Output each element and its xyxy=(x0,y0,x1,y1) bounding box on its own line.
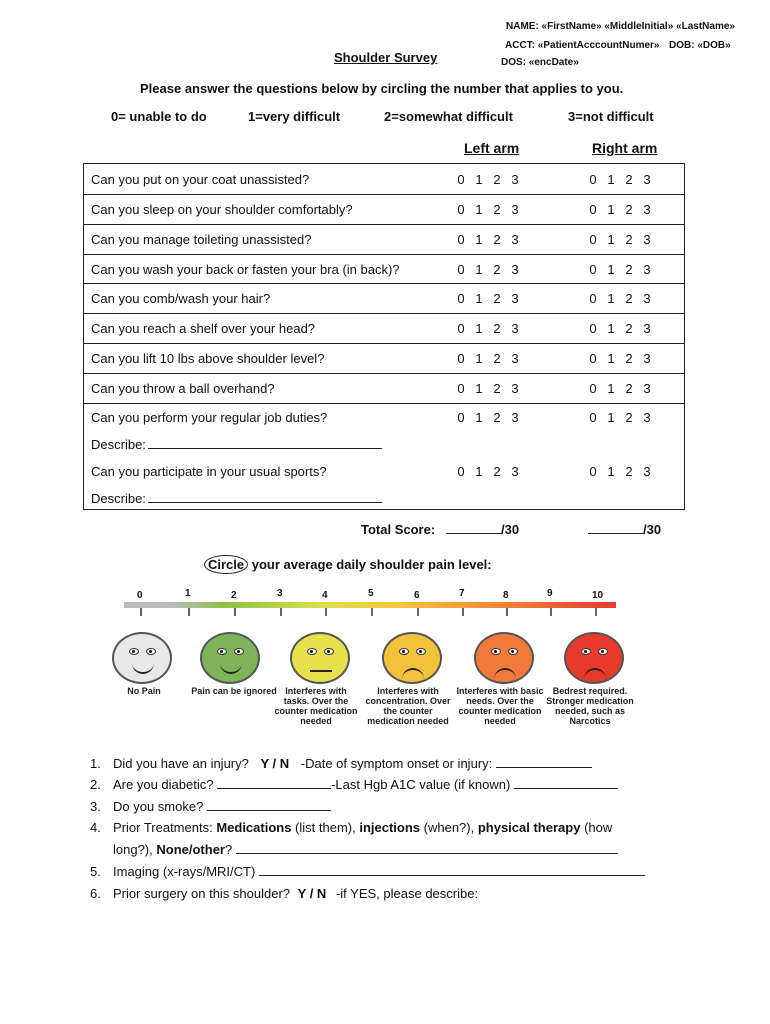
eye xyxy=(324,648,334,655)
circle-word: Circle xyxy=(204,555,248,574)
rating-option[interactable]: 1 xyxy=(607,464,615,479)
describe-blank[interactable] xyxy=(148,502,382,503)
question-text: Can you participate in your usual sports? xyxy=(91,464,327,479)
rating-option[interactable]: 3 xyxy=(643,262,651,277)
total-score-label: Total Score: xyxy=(361,522,436,537)
pain-face-icon[interactable] xyxy=(382,632,442,684)
rating-option[interactable]: 2 xyxy=(493,464,501,479)
left-arm-rating xyxy=(452,291,524,306)
rating-option[interactable]: 1 xyxy=(475,410,483,425)
scale-number[interactable]: 6 xyxy=(414,590,420,601)
eye xyxy=(234,648,244,655)
diabetic-blank[interactable] xyxy=(217,788,331,789)
treatments-text-c: (when?), xyxy=(420,820,478,835)
treatments-label: Prior Treatments: xyxy=(113,820,217,835)
scale-tick xyxy=(234,608,236,616)
date-of-service: DOS: «encDate» xyxy=(501,57,579,68)
rating-option[interactable]: 3 xyxy=(511,291,519,306)
followup-2: 2. Are you diabetic? -Last Hgb A1C value (if known) xyxy=(90,777,618,792)
scale-tick xyxy=(595,608,597,616)
treatments-text-d: (how xyxy=(580,820,613,835)
rating-option[interactable]: 2 xyxy=(493,351,501,366)
table-row-divider xyxy=(84,343,684,344)
followup-5: 5. Imaging (x-rays/MRI/CT) xyxy=(90,864,645,879)
rating-option[interactable]: 3 xyxy=(643,351,651,366)
rating-option[interactable]: 2 xyxy=(625,410,633,425)
total-right[interactable] xyxy=(588,522,661,537)
rating-option[interactable]: 1 xyxy=(607,351,615,366)
injections-word: injections xyxy=(359,820,421,835)
a1c-label: -Last Hgb A1C value (if known) xyxy=(331,777,511,792)
smoke-blank[interactable] xyxy=(207,810,331,811)
question-text: Can you throw a ball overhand? xyxy=(91,381,275,396)
eye xyxy=(508,648,518,655)
followup-4-cont xyxy=(113,842,618,857)
pain-caption: No Pain xyxy=(127,686,161,696)
followup-3: 3. Do you smoke? xyxy=(90,799,331,814)
scale-number[interactable]: 4 xyxy=(322,590,328,601)
mouth xyxy=(310,670,332,672)
question-text: Can you manage toileting unassisted? xyxy=(91,232,312,247)
followup-1: 1. Did you have an injury? Y / N -Date of symptom onset or injury: xyxy=(90,756,592,771)
scale-tick xyxy=(325,608,327,616)
rating-option[interactable]: 1 xyxy=(475,321,483,336)
left-arm-rating xyxy=(452,172,524,187)
total-left-blank[interactable] xyxy=(446,533,501,534)
table-row-divider xyxy=(84,313,684,314)
eye xyxy=(491,648,501,655)
patient-name: NAME: «FirstName» «MiddleInitial» «LastName» xyxy=(506,21,735,32)
mouth xyxy=(220,662,242,674)
describe-label: Describe: xyxy=(91,437,146,452)
rating-option[interactable]: 0 xyxy=(457,410,465,425)
right-arm-rating xyxy=(584,202,656,217)
describe-blank[interactable] xyxy=(148,448,382,449)
treatments-text-f: ? xyxy=(225,842,233,857)
treatments-text-b: (list them), xyxy=(291,820,360,835)
question-text: Can you sleep on your shoulder comfortably? xyxy=(91,202,353,217)
mouth xyxy=(494,668,516,680)
rating-option[interactable]: 1 xyxy=(475,381,483,396)
rating-option[interactable]: 2 xyxy=(625,291,633,306)
rating-option[interactable]: 3 xyxy=(511,410,519,425)
total-right-blank[interactable] xyxy=(588,533,643,534)
scale-tick xyxy=(417,608,419,616)
injury-yes-no[interactable]: Y / N xyxy=(260,756,290,771)
left-arm-rating xyxy=(452,410,524,425)
scale-number[interactable]: 3 xyxy=(277,588,283,599)
none-other-word: None/other xyxy=(156,842,225,857)
eye xyxy=(146,648,156,655)
rating-option[interactable]: 2 xyxy=(493,321,501,336)
rating-option[interactable]: 3 xyxy=(511,232,519,247)
rating-option[interactable]: 2 xyxy=(625,381,633,396)
table-row-divider xyxy=(84,224,684,225)
rating-option[interactable]: 1 xyxy=(475,464,483,479)
total-right-denominator: /30 xyxy=(643,522,662,537)
mouth xyxy=(584,668,606,680)
rating-option[interactable]: 1 xyxy=(475,351,483,366)
rating-option[interactable]: 3 xyxy=(643,464,651,479)
rating-option[interactable]: 1 xyxy=(475,172,483,187)
mouth xyxy=(402,668,424,680)
rating-option[interactable]: 2 xyxy=(625,464,633,479)
smoke-question: Do you smoke? xyxy=(113,799,204,814)
scale-bar xyxy=(124,602,616,608)
left-arm-rating xyxy=(452,232,524,247)
pain-face-icon[interactable] xyxy=(474,632,534,684)
rating-option[interactable]: 0 xyxy=(589,232,597,247)
onset-date-label: -Date of symptom onset or injury: xyxy=(300,756,493,771)
eye xyxy=(581,648,591,655)
rating-option[interactable]: 1 xyxy=(607,262,615,277)
pain-face-icon[interactable] xyxy=(290,632,350,684)
rating-option[interactable]: 3 xyxy=(643,172,651,187)
rating-option[interactable]: 2 xyxy=(493,410,501,425)
imaging-question: Imaging (x-rays/MRI/CT) xyxy=(113,864,256,879)
scale-number[interactable]: 2 xyxy=(231,590,237,601)
rating-option[interactable]: 1 xyxy=(607,321,615,336)
describe-row xyxy=(91,437,382,452)
legend-2: 2=somewhat difficult xyxy=(384,109,513,124)
rating-option[interactable]: 3 xyxy=(511,262,519,277)
scale-number[interactable]: 1 xyxy=(185,588,191,599)
right-arm-rating xyxy=(584,291,656,306)
scale-number[interactable]: 10 xyxy=(592,590,604,601)
left-arm-rating xyxy=(452,351,524,366)
rating-option[interactable]: 3 xyxy=(643,291,651,306)
followup-6: 6. Prior surgery on this shoulder? Y / N -if YES, please describe: xyxy=(90,886,479,901)
imaging-blank[interactable] xyxy=(259,875,645,876)
eye xyxy=(416,648,426,655)
eye xyxy=(399,648,409,655)
left-arm-rating xyxy=(452,321,524,336)
rating-option[interactable]: 0 xyxy=(457,381,465,396)
eye xyxy=(217,648,227,655)
pain-prompt-text: your average daily shoulder pain level: xyxy=(248,557,492,572)
rating-option[interactable]: 0 xyxy=(589,291,597,306)
rating-option[interactable]: 1 xyxy=(475,262,483,277)
rating-option[interactable]: 1 xyxy=(607,202,615,217)
question-text: Can you put on your coat unassisted? xyxy=(91,172,310,187)
left-arm-rating xyxy=(452,464,524,479)
table-row-divider xyxy=(84,403,684,404)
total-left-denominator: /30 xyxy=(501,522,520,537)
rating-option[interactable]: 3 xyxy=(643,381,651,396)
rating-option[interactable]: 0 xyxy=(457,351,465,366)
rating-option[interactable]: 3 xyxy=(511,202,519,217)
scale-tick xyxy=(140,608,142,616)
rating-option[interactable]: 1 xyxy=(475,291,483,306)
pain-face-icon[interactable] xyxy=(564,632,624,684)
rating-option[interactable]: 2 xyxy=(493,232,501,247)
rating-option[interactable]: 0 xyxy=(589,172,597,187)
left-arm-rating xyxy=(452,262,524,277)
left-arm-header: Left arm xyxy=(464,140,520,156)
surgery-question: Prior surgery on this shoulder? xyxy=(113,886,291,901)
table-row-divider xyxy=(84,194,684,195)
question-text: Can you lift 10 lbs above shoulder level? xyxy=(91,351,325,366)
right-arm-rating xyxy=(584,262,656,277)
rating-option[interactable]: 0 xyxy=(457,464,465,479)
questions-table xyxy=(83,163,685,510)
physical-therapy-word: physical therapy xyxy=(477,820,581,835)
treatments-text-e: long?), xyxy=(113,842,157,857)
scale-number[interactable]: 0 xyxy=(137,590,143,601)
rating-option[interactable]: 2 xyxy=(625,232,633,247)
legend-3: 3=not difficult xyxy=(568,109,654,124)
rating-option[interactable]: 0 xyxy=(457,262,465,277)
right-arm-rating xyxy=(584,321,656,336)
rating-option[interactable]: 1 xyxy=(607,172,615,187)
total-left[interactable] xyxy=(446,522,519,537)
rating-option[interactable]: 2 xyxy=(493,202,501,217)
pain-face-icon[interactable] xyxy=(112,632,172,684)
rating-option[interactable]: 3 xyxy=(511,351,519,366)
rating-option[interactable]: 0 xyxy=(457,291,465,306)
diabetic-question: Are you diabetic? xyxy=(113,777,214,792)
rating-option[interactable]: 2 xyxy=(493,262,501,277)
scale-number[interactable]: 7 xyxy=(459,588,465,599)
rating-option[interactable]: 3 xyxy=(511,172,519,187)
table-row-divider xyxy=(84,373,684,374)
right-arm-rating xyxy=(584,410,656,425)
rating-option[interactable]: 0 xyxy=(589,321,597,336)
pain-caption: Interferes with concentration. Over the counter medication needed xyxy=(365,686,451,726)
date-of-birth: DOB: «DOB» xyxy=(669,40,731,51)
rating-option[interactable]: 2 xyxy=(625,351,633,366)
rating-option[interactable]: 2 xyxy=(493,381,501,396)
left-arm-rating xyxy=(452,381,524,396)
question-text: Can you perform your regular job duties? xyxy=(91,410,328,425)
rating-option[interactable]: 0 xyxy=(457,172,465,187)
a1c-blank[interactable] xyxy=(514,788,618,789)
right-arm-rating xyxy=(584,172,656,187)
pain-caption: Pain can be ignored xyxy=(191,686,277,696)
rating-option[interactable]: 0 xyxy=(589,262,597,277)
rating-option[interactable]: 2 xyxy=(625,262,633,277)
pain-caption: Bedrest required. Stronger medication needed, such as Narcotics xyxy=(546,686,634,726)
scale-tick xyxy=(188,608,190,616)
rating-option[interactable]: 2 xyxy=(625,172,633,187)
eye xyxy=(598,648,608,655)
right-arm-rating xyxy=(584,381,656,396)
rating-option[interactable]: 1 xyxy=(475,202,483,217)
rating-option[interactable]: 0 xyxy=(589,381,597,396)
rating-option[interactable]: 0 xyxy=(589,202,597,217)
rating-option[interactable]: 1 xyxy=(607,232,615,247)
table-row-divider xyxy=(84,283,684,284)
rating-option[interactable]: 3 xyxy=(643,410,651,425)
page-title: Shoulder Survey xyxy=(334,50,438,65)
eye xyxy=(129,648,139,655)
right-arm-rating xyxy=(584,232,656,247)
rating-option[interactable]: 2 xyxy=(625,202,633,217)
rating-option[interactable]: 0 xyxy=(589,464,597,479)
legend-1: 1=very difficult xyxy=(248,109,341,124)
account-number: ACCT: «PatientAcccountNumer» xyxy=(505,40,660,51)
scale-number[interactable]: 5 xyxy=(368,588,374,599)
injury-question: Did you have an injury? xyxy=(113,756,249,771)
left-arm-rating xyxy=(452,202,524,217)
describe-label: Describe: xyxy=(91,491,146,506)
followup-4: 4. Prior Treatments: Medications (list them), injections (when?), physical therapy (how xyxy=(90,820,613,835)
rating-option[interactable]: 1 xyxy=(475,232,483,247)
scale-tick xyxy=(550,608,552,616)
question-text: Can you wash your back or fasten your bra (in back)? xyxy=(91,262,400,277)
scale-tick xyxy=(280,608,282,616)
onset-date-blank[interactable] xyxy=(496,767,592,768)
eye xyxy=(307,648,317,655)
rating-option[interactable]: 0 xyxy=(457,321,465,336)
scale-tick xyxy=(371,608,373,616)
surgery-describe-label: -if YES, please describe: xyxy=(335,886,479,901)
question-text: Can you comb/wash your hair? xyxy=(91,291,271,306)
right-arm-rating xyxy=(584,351,656,366)
mouth xyxy=(132,662,154,674)
rating-option[interactable]: 3 xyxy=(511,381,519,396)
pain-level-prompt xyxy=(204,557,492,572)
rating-option[interactable]: 3 xyxy=(511,321,519,336)
rating-option[interactable]: 0 xyxy=(457,232,465,247)
scale-number[interactable]: 9 xyxy=(547,588,553,599)
scale-tick xyxy=(506,608,508,616)
right-arm-rating xyxy=(584,464,656,479)
surgery-yes-no[interactable]: Y / N xyxy=(297,886,327,901)
rating-option[interactable]: 2 xyxy=(493,291,501,306)
rating-option[interactable]: 3 xyxy=(511,464,519,479)
scale-tick xyxy=(462,608,464,616)
legend-0: 0= unable to do xyxy=(111,109,207,124)
pain-caption: Interferes with basic needs. Over the counter medication needed xyxy=(456,686,544,726)
rating-option[interactable]: 3 xyxy=(643,232,651,247)
rating-option[interactable]: 3 xyxy=(643,321,651,336)
question-text: Can you reach a shelf over your head? xyxy=(91,321,316,336)
rating-option[interactable]: 0 xyxy=(589,410,597,425)
pain-scale xyxy=(120,588,634,748)
scale-number[interactable]: 8 xyxy=(503,590,509,601)
rating-option[interactable]: 1 xyxy=(607,410,615,425)
pain-caption: Interferes with tasks. Over the counter medication needed xyxy=(274,686,358,726)
medications-word: Medications xyxy=(216,820,292,835)
rating-option[interactable]: 1 xyxy=(607,291,615,306)
treatments-blank[interactable] xyxy=(236,853,618,854)
pain-face-icon[interactable] xyxy=(200,632,260,684)
right-arm-header: Right arm xyxy=(592,140,658,156)
rating-option[interactable]: 3 xyxy=(643,202,651,217)
describe-row xyxy=(91,491,382,506)
rating-option[interactable]: 2 xyxy=(625,321,633,336)
instruction: Please answer the questions below by circling the number that applies to you. xyxy=(140,81,624,96)
rating-option[interactable]: 0 xyxy=(589,351,597,366)
rating-option[interactable]: 2 xyxy=(493,172,501,187)
rating-option[interactable]: 0 xyxy=(457,202,465,217)
table-row-divider xyxy=(84,254,684,255)
rating-option[interactable]: 1 xyxy=(607,381,615,396)
